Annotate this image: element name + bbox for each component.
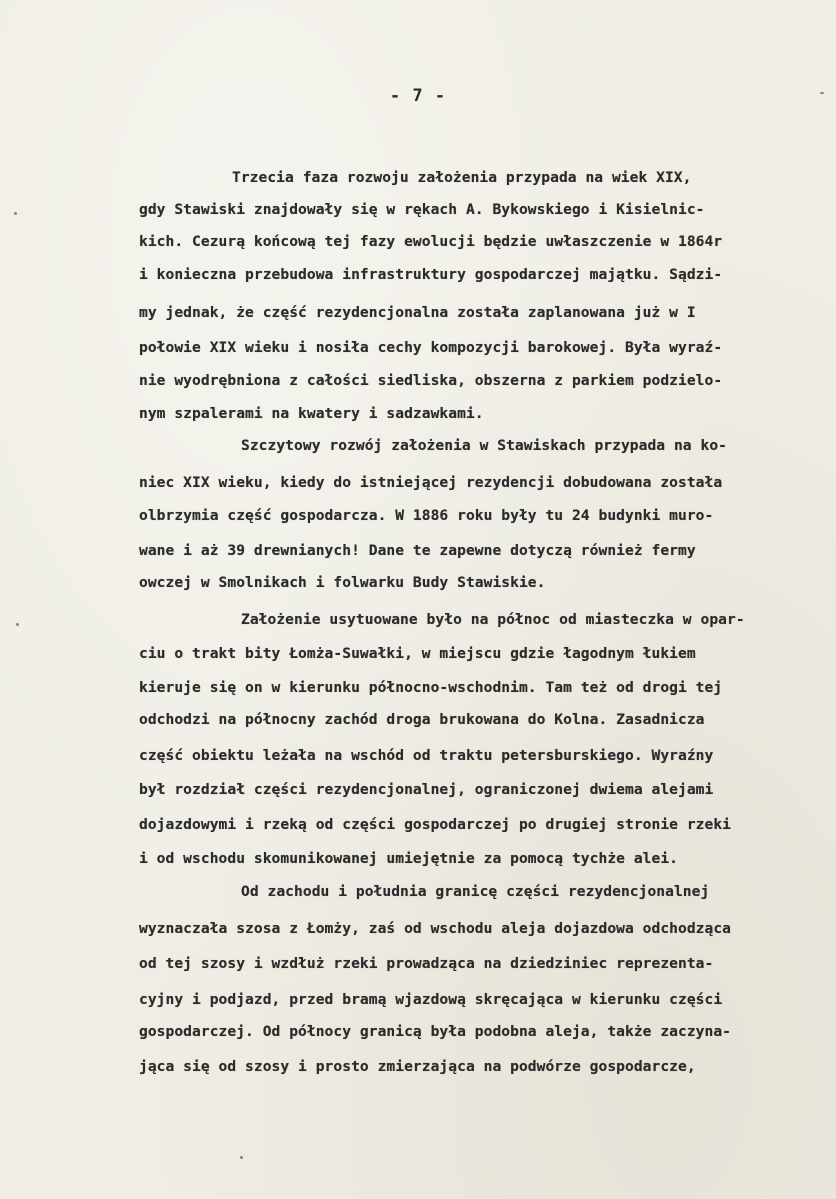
text-line: odchodzi na północny zachód droga brukowana do Kolna. Zasadnicza [139,711,705,728]
text-line: my jednak, że część rezydencjonalna została zaplanowana już w I [139,304,696,321]
text-line: Założenie usytuowane było na północ od miasteczka w opar- [241,611,745,628]
paper-speck [14,212,17,215]
text-line: owczej w Smolnikach i folwarku Budy Stawiskie. [139,574,546,591]
paper-speck [16,623,19,626]
text-line: był rozdział części rezydencjonalnej, ograniczonej dwiema alejami [139,781,714,798]
text-line: gospodarczej. Od północy granicą była podobna aleja, także zaczyna- [139,1023,732,1040]
text-line: Trzecia faza rozwoju założenia przypada na wiek XIX, [232,169,692,186]
text-line: olbrzymia część gospodarcza. W 1886 roku były tu 24 budynki muro- [139,507,714,524]
text-line: nie wyodrębniona z całości siedliska, obszerna z parkiem podzielo- [139,372,723,389]
text-line: wane i aż 39 drewnianych! Dane te zapewne dotyczą również fermy [139,542,696,559]
text-line: dojazdowymi i rzeką od części gospodarczej po drugiej stronie rzeki [139,816,732,833]
paper-speck [240,1156,243,1159]
text-line: wyznaczała szosa z Łomży, zaś od wschodu aleja dojazdowa odchodząca [139,920,732,937]
text-line: niec XIX wieku, kiedy do istniejącej rezydencji dobudowana została [139,474,723,491]
paper-speck [820,92,824,94]
text-line: nym szpalerami na kwatery i sadzawkami. [139,405,484,422]
text-line: część obiektu leżała na wschód od traktu petersburskiego. Wyraźny [139,747,714,764]
text-line: i konieczna przebudowa infrastruktury gospodarczej majątku. Sądzi- [139,266,723,283]
text-line: gdy Stawiski znajdowały się w rękach A. Bykowskiego i Kisielnic- [139,201,705,218]
text-line: jąca się od szosy i prosto zmierzająca na podwórze gospodarcze, [139,1058,696,1075]
text-line: kieruje się on w kierunku północno-wschodnim. Tam też od drogi tej [139,679,723,696]
text-line: Od zachodu i południa granicę części rezydencjonalnej [241,883,710,900]
text-line: Szczytowy rozwój założenia w Stawiskach przypada na ko- [241,437,727,454]
text-line: i od wschodu skomunikowanej umiejętnie za pomocą tychże alei. [139,850,679,867]
text-line: kich. Cezurą końcową tej fazy ewolucji będzie uwłaszczenie w 1864r [139,233,723,250]
text-line: od tej szosy i wzdłuż rzeki prowadząca na dziedziniec reprezenta- [139,955,714,972]
text-line: połowie XIX wieku i nosiła cechy kompozycji barokowej. Była wyraź- [139,339,723,356]
page-number: - 7 - [389,86,447,106]
text-line: ciu o trakt bity Łomża-Suwałki, w miejscu gdzie łagodnym łukiem [139,645,696,662]
text-line: cyjny i podjazd, przed bramą wjazdową skręcająca w kierunku części [139,991,723,1008]
